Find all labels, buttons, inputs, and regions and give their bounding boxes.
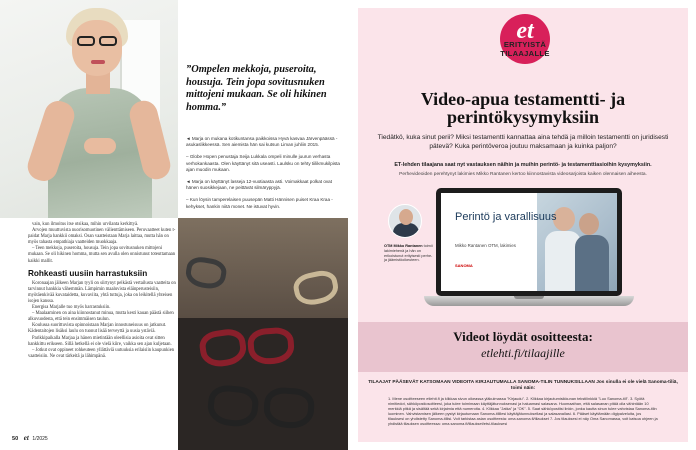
badge-text: ERITYISTÄ	[503, 40, 547, 49]
expert-caption	[384, 244, 434, 263]
videos-band	[358, 322, 688, 372]
article-body	[28, 222, 176, 360]
paragraph: Arvojen muuttuvista nuorisomuotinen välienttämiseen. Peruvaatteet kuten t-paidat Marja hankkii omaksi. Osan vaatteistaan Marja laittaa, mutta hän on myös tahasta empathiaja vaatteiden muokkaaja.	[28, 228, 176, 246]
glasses-photo	[178, 218, 348, 450]
ad-title: Video-apua testamentti- ja perintökysymyksiin	[420, 89, 626, 127]
laptop-screen	[436, 188, 622, 296]
portrait-glasses-right	[99, 36, 117, 46]
ad-lead-small: Perhevideoiden perehtynyt lakimies Mikko Rantanen kertoo kiinnostavista videosarjoista kaiken olennaisen aiheesta.	[399, 172, 647, 177]
video-brand: SANOMA	[455, 263, 473, 268]
magazine-logo: et	[23, 434, 29, 442]
quote-block	[186, 64, 342, 216]
portrait-lips	[91, 60, 105, 64]
portrait-hands	[84, 138, 116, 154]
paragraph: – Jotkut ovat oppineet rohkeuteen yllättäviä uutuuksia erilaisiin kaupunkien vaatteisiin. Ne ovat tärkeitä ja lähimpänä.	[28, 347, 175, 359]
issue-number: 1/2025	[32, 436, 48, 442]
glasses-frame	[247, 326, 295, 365]
pull-quote: ”Ompelen mekkoja, puseroita, housuja. Tein jopa sovitusnuken mittojeni mukaan. Se oli hikinen homma.”	[186, 64, 327, 113]
video-couple-photo	[537, 193, 617, 291]
paragraph: – Teen mekkoja, puseroita, housuja. Tein jopa sovitusnuken mittojeni mukaan. Se oli hikinen homma, mutta sen avulla olen onnistunut toteuttamaan kaikki mallit.	[28, 246, 176, 264]
figure-head	[579, 213, 599, 235]
caption: – Globe Hopen penustaja Seija Lukkala ompeli minulle juurun verhasta verhokankaasta. Olen käyttänyt sitä useasti. Laulsku on tehty tiilikmukilpista ajan muodin mukaan.	[186, 154, 340, 172]
subheading: Rohkeasti uusiin harrastuksiin	[28, 268, 148, 278]
paragraph: Koronaajan jälkeen Marjan tyyli on siirtynyt pelkästä vertailusta vaatteita on tarvinnut hankkia vähemmän. Lämpimin maaluvista eläinperusteisiin, myötäenkivää kuvataidetta, kuvaviita, yhtä tuttuja, joka on leikitellä yhteisen isojen kanssa.	[28, 280, 176, 304]
paragraph: Koulussa suorittuvista opinnoistaan Marjan innostuneisuus on jatkunut. Kädentaitojen lisäksi laulu on tuonut lisää terveyttä ja uusia ystäviä.	[28, 323, 167, 335]
page-number: 50	[12, 436, 19, 442]
videos-title: Videot löydät osoitteesta:	[453, 329, 593, 344]
expert-description: toimii lakimiehenä ja hän on erikoistunut erityisesti perhe- ja jäämistöoikeuteen.	[384, 244, 433, 263]
paragraph: Parikkipaikalla Marjaa ja hänen mietintään oleellisia asioita ovat sitten hankkittu erikseen. Sillä hetkellä ei ole vielä kiire, vaikka sen ajan kuljetaan.	[28, 335, 172, 347]
expert-head	[399, 209, 413, 225]
photo-captions	[186, 136, 342, 210]
subscriber-ad	[358, 8, 688, 442]
instructions-heading: TILAAJAT PÄÄSEVÄT KATSOMAAN VIDEOITA KIRJAUTUMALLA SANOMA-TILIN TUNNUKSILLAAN Jos sinulla ei ole vielä Sanoma-tiliä, toimi näin:	[368, 380, 678, 391]
ad-lead-bold: ET-lehden tilaajana saat nyt vastauksen näihin ja muihin perintö- ja testamenttiasioihin kysymyksiin.	[394, 162, 652, 168]
right-page	[348, 0, 696, 450]
video-title: Perintö ja varallisuus	[455, 211, 557, 223]
portrait-face	[72, 20, 122, 76]
paragraph: Energisa Marjalle tuo myös harrastuksiin.	[32, 305, 111, 311]
portrait-glasses-left	[77, 36, 95, 46]
ad-lead: Tiedätkö, kuka sinut perii? Miksi testamentti kannattaa aina tehdä ja milloin testamentti on juridisesti pätevä? Kuka perintöveroa joutuu maksamaan ja kuinka paljon?	[377, 134, 669, 150]
page-folio	[12, 434, 48, 442]
video-thumbnail[interactable]	[441, 193, 617, 291]
portrait-photo	[0, 0, 178, 218]
paragraph: vain, kun ilmoitus itse otsikaa, mihin urvilanta kerkittyä.	[32, 222, 139, 227]
instructions-body: 1. Mene osoitteeseen etlehti.fi ja klikkaa sivun oikeassa yläkulmassa "Kirjaudu". 2. Klikkaa kirjautumisikkunan tekstilinkkiä "Luo Sanoma-tili". 3. Syötä nimitiedot, sähköpostiosoitteesi, joka tulee toimimaan käyttäjätunnuksenasi ja haluamasi salasana. Huomaathan, että salasanan pitää olla vähintään 10 merkkiä pitkä ja sisältää sekä kirjaimia että numeroita. 4. Klikkaa "Jatka" ja "OK". 5. Saat sähköpostiisi linkin, jonka kautta sinun tulee vahvistaa Sanoma-tilin luominen. Vahvistamisen jälkeen pystyt kirjautumaan Sanoma-tilillesi käyttäjätunnuksellasi ja salasanallasi. 6. Pääset käyttämään digipalveluita, jos tilauksesi on yhdistetty Sanoma-tiliisi. Voit tarkistaa asian osoitteesta: oma.sanoma.fi/tilaukset 7. Jos tilauksesi ei näy Oma Sanomassa, voit katsoa ohjeen ja yhdistää tilauksen osoitteessa: oma.sanoma.fi/tilaukset/etsi-tilauksesi	[388, 396, 658, 426]
laptop-notch	[514, 296, 544, 299]
caption: ◄ Marja on käyttänyt lasseja 12-vuotiaasta asti. Voimakkaat polkat ovat hänen suosikkejaan, ne peittävät silmäryppyjä.	[186, 179, 333, 191]
et-logo: et	[516, 18, 534, 44]
caption: – Kun löysin tamperelaisen puusepän Matti Hännisen puiset Kraa Kraa -kehykset, hankin niitä monet. Ne istuvat hyvin.	[186, 197, 333, 209]
video-presenter: Mikko Rantanen OTM, lakimies	[455, 243, 516, 248]
videos-url-link[interactable]: etlehti.fi/tilaajille	[481, 346, 565, 360]
glasses-frame	[263, 386, 316, 429]
paragraph: – Maalaaminen on aina kiinnostanut minua, mutta kesti kauan päästä siihen alkuvuodesta, että tein ensimmäisen taulun.	[28, 311, 174, 323]
laptop-illustration	[424, 188, 634, 312]
figure-body	[575, 235, 609, 291]
badge-text: TILAAJALLE	[500, 49, 550, 58]
expert-name: OTM Mikko Rantanen	[384, 244, 423, 248]
glasses-frame	[198, 327, 249, 369]
expert-avatar	[388, 204, 422, 238]
expert-suit	[393, 223, 419, 238]
glasses-frame	[206, 383, 260, 428]
caption: ◄ Marja on mukana kotikuntansa paikkoissa Hyvä kasvaa Järvenpäässä -asukaslikkeessä. Sen aiemista hän sai kutsun Liman juhliin 2015.	[186, 136, 338, 148]
